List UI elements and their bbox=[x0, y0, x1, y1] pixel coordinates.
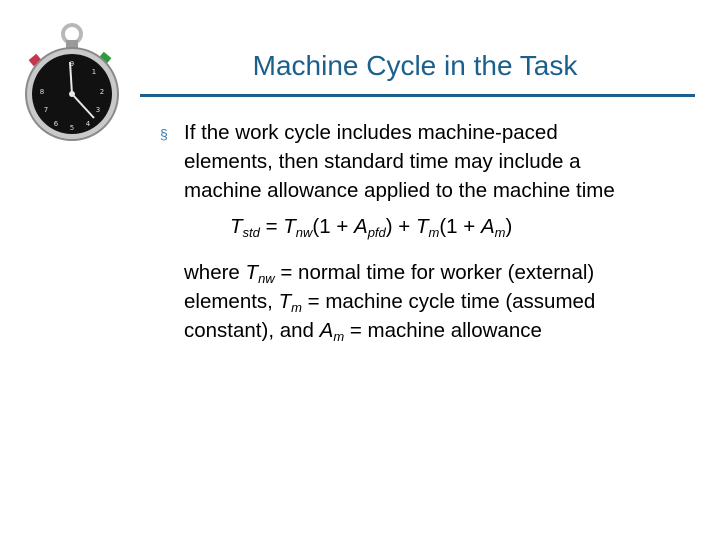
dial-number: 3 bbox=[95, 106, 101, 114]
eq-sub: std bbox=[242, 225, 260, 240]
eq-sub: m bbox=[494, 225, 506, 240]
eq-var: T bbox=[230, 215, 243, 238]
bullet-line: machine allowance applied to the machine time bbox=[184, 179, 615, 202]
bullet-line: If the work cycle includes machine-paced bbox=[184, 121, 558, 144]
dial-number: 5 bbox=[69, 124, 75, 132]
standard-time-equation bbox=[230, 212, 512, 241]
bullet-line: elements, then standard time may include a bbox=[184, 150, 581, 173]
where-text: elements, bbox=[184, 290, 279, 313]
eq-text: = bbox=[259, 215, 284, 238]
dial-number: 1 bbox=[91, 68, 97, 76]
dial-number: 8 bbox=[39, 88, 45, 96]
eq-var: T bbox=[415, 215, 429, 238]
where-var: T bbox=[278, 290, 292, 313]
where-sub: m bbox=[291, 300, 302, 315]
title-underline bbox=[140, 94, 695, 97]
where-line bbox=[184, 316, 704, 345]
dial-number: 4 bbox=[85, 120, 91, 128]
dial-number: 7 bbox=[43, 106, 49, 114]
where-text: = machine allowance bbox=[344, 319, 542, 342]
eq-var: T bbox=[283, 215, 296, 238]
eq-text: (1 + bbox=[439, 215, 481, 238]
dial-number: 6 bbox=[53, 120, 59, 128]
stopwatch-icon bbox=[22, 22, 122, 172]
eq-var: A bbox=[354, 215, 368, 238]
where-definitions bbox=[184, 258, 704, 345]
where-sub: m bbox=[333, 329, 345, 344]
where-text: where bbox=[184, 261, 246, 284]
dial-number: 9 bbox=[69, 60, 75, 68]
eq-var: A bbox=[480, 215, 495, 238]
eq-sub: nw bbox=[295, 225, 313, 240]
where-sub: nw bbox=[258, 271, 275, 286]
stopwatch-center bbox=[69, 91, 75, 97]
where-line bbox=[184, 258, 704, 287]
where-text: = machine cycle time (assumed bbox=[301, 290, 596, 313]
bullet-square-icon: § bbox=[160, 126, 168, 142]
where-text: constant), and bbox=[184, 319, 320, 342]
where-line bbox=[184, 287, 704, 316]
eq-text: (1 + bbox=[312, 215, 354, 238]
eq-sub: pfd bbox=[367, 225, 386, 240]
where-var: A bbox=[319, 319, 334, 342]
eq-text: ) + bbox=[385, 215, 416, 238]
dial-number: 2 bbox=[99, 88, 105, 96]
eq-text: ) bbox=[505, 215, 513, 238]
eq-sub: m bbox=[428, 225, 440, 240]
where-var: T bbox=[245, 261, 259, 284]
bullet-paragraph bbox=[184, 118, 704, 205]
slide-title: Machine Cycle in the Task bbox=[252, 50, 578, 81]
where-text: = normal time for worker (external) bbox=[274, 261, 595, 284]
